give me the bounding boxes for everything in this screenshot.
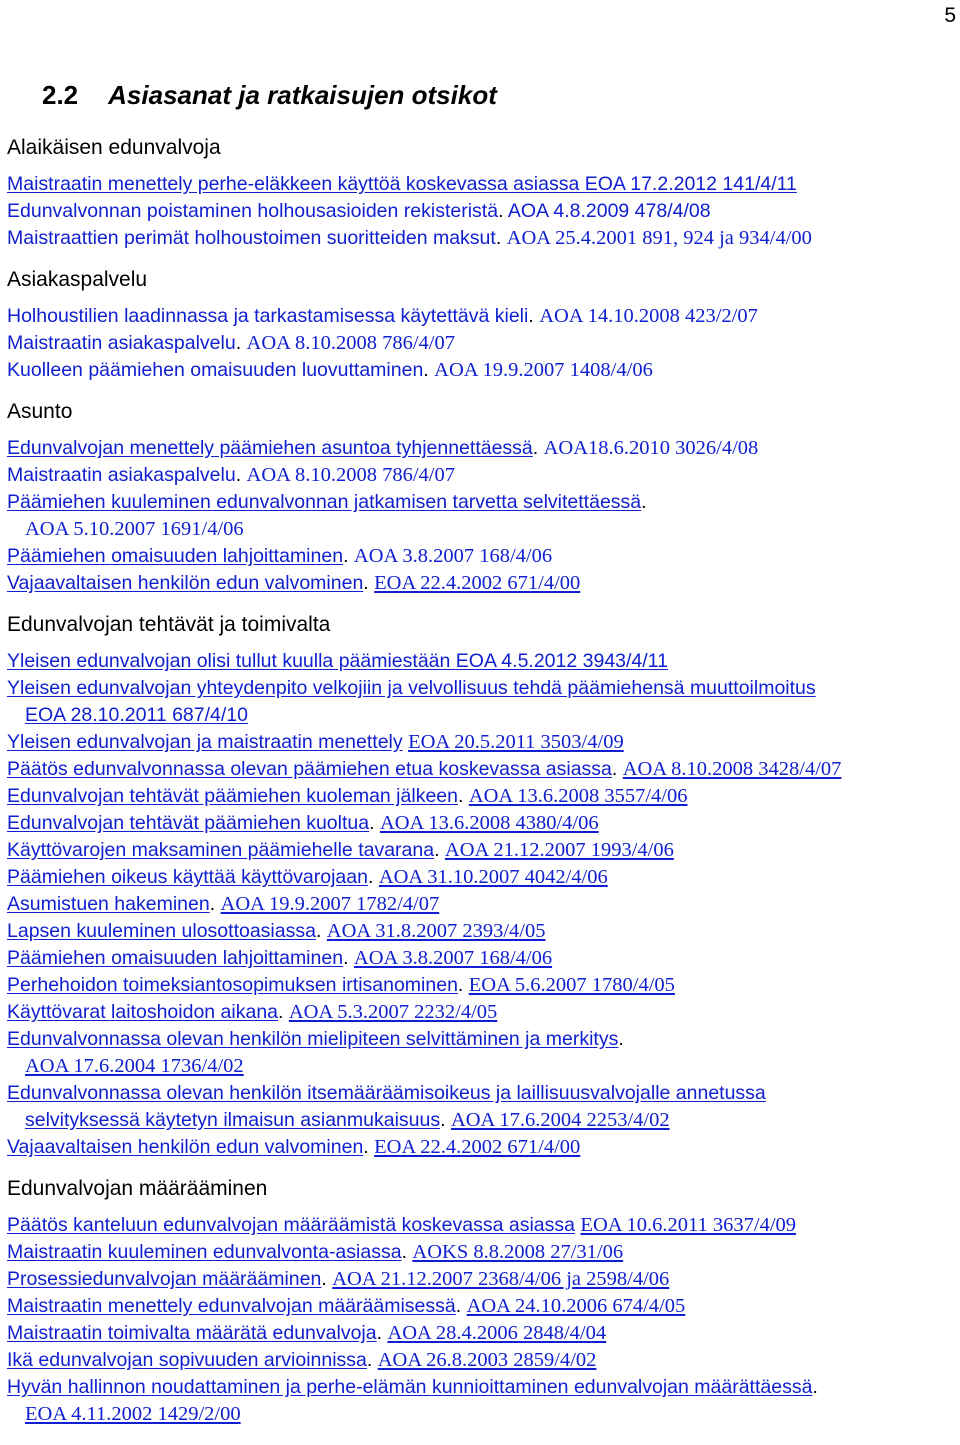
decision-title-link[interactable]: Hyvän hallinnon noudattaminen ja perhe-elämän kunnioittaminen edunvalvojan määrättäessä [7,1376,813,1398]
decision-title-link[interactable]: Edunvalvonnassa olevan henkilön mielipiteen selvittäminen ja merkitys [7,1028,619,1050]
list-item-continuation [7,516,957,543]
decision-title-link[interactable]: Päämiehen omaisuuden lahjoittaminen [7,545,344,567]
list-item [7,1080,957,1107]
list-item: Päämiehen omaisuuden lahjoittaminen. AOA 3.8.2007 168/4/06 [7,947,553,969]
list-item: Lapsen kuuleminen ulosottoasiassa. AOA 31.8.2007 2393/4/05 [7,920,546,942]
list-item: Hyvän hallinnon noudattaminen ja perhe-elämän kunnioittaminen edunvalvojan määrättäessä. [7,1376,818,1398]
section-heading-number: 2.2 [42,80,79,110]
list-item: Prosessiedunvalvojan määrääminen. AOA 21.12.2007 2368/4/06 ja 2598/4/06 [7,1268,670,1290]
list-item: Asumistuen hakeminen. AOA 19.9.2007 1782/4/07 [7,893,440,915]
section-title: Alaikäisen edunvalvoja [7,136,221,159]
decision-title-link[interactable]: Edunvalvojan tehtävät päämiehen kuoltua [7,812,370,834]
list-item: Edunvalvojan tehtävät päämiehen kuoleman jälkeen. AOA 13.6.2008 3557/4/06 [7,785,688,807]
decision-ref-link[interactable]: EOA 4.11.2002 1429/2/00 [25,1403,241,1425]
decision-ref-link[interactable]: AOA 5.10.2007 1691/4/06 [25,518,244,540]
decision-title-link[interactable]: Päämiehen kuuleminen edunvalvonnan jatkamisen tarvetta selvitettäessä [7,491,642,513]
list-item [7,648,957,675]
decision-title-link[interactable]: Edunvalvonnan poistaminen holhousasioiden rekisteristä [7,200,499,222]
decision-title-link[interactable]: Maistraatin toimivalta määrätä edunvalvoja [7,1322,377,1344]
decision-title-link[interactable]: Päämiehen omaisuuden lahjoittaminen [7,947,344,969]
decision-title-link[interactable]: Maistraattien perimät holhoustoimen suoritteiden maksut [7,227,496,249]
list-item: Maistraatin toimivalta määrätä edunvalvoja. AOA 28.4.2006 2848/4/04 [7,1322,607,1344]
decision-title-link[interactable]: Päämiehen oikeus käyttää käyttövarojaan [7,866,368,888]
list-item: Kuolleen päämiehen omaisuuden luovuttaminen. AOA 19.9.2007 1408/4/06 [7,359,653,381]
decision-title-link[interactable]: Vajaavaltaisen henkilön edun valvominen [7,1136,364,1158]
decision-title-link[interactable]: Käyttövarat laitoshoidon aikana [7,1001,279,1023]
decision-title-link[interactable]: Maistraatin asiakaspalvelu [7,464,236,486]
list-item: Päämiehen omaisuuden lahjoittaminen. AOA 3.8.2007 168/4/06 [7,545,553,567]
decision-ref-link[interactable]: AOA 4.8.2009 478/4/08 [507,200,711,222]
decision-title-link[interactable]: Lapsen kuuleminen ulosottoasiassa [7,920,316,942]
list-item [7,729,957,756]
decision-ref-link[interactable]: EOA 4.5.2012 3943/4/11 [455,650,668,672]
decision-ref-link[interactable]: AOA18.6.2010 3026/4/08 [543,437,759,459]
section-heading-title: Asiasanat ja ratkaisujen otsikot [108,80,497,110]
decision-ref-link[interactable]: EOA 17.2.2012 141/4/11 [584,173,797,195]
decision-ref-link[interactable]: AOA 21.12.2007 2368/4/06 ja 2598/4/06 [332,1268,670,1290]
section-edunvalvojan-tehtavat [7,610,957,1161]
list-item: Ikä edunvalvojan sopivuuden arvioinnissa. AOA 26.8.2003 2859/4/02 [7,1349,597,1371]
list-item-continuation [7,1053,957,1080]
list-item: Päätös edunvalvonnassa olevan päämiehen etua koskevassa asiassa. AOA 8.10.2008 3428/4/07 [7,758,842,780]
decision-ref-link[interactable]: AOA 19.9.2007 1408/4/06 [434,359,653,381]
decision-title-link[interactable]: Holhoustilien laadinnassa ja tarkastamisessa käytettävä kieli [7,305,529,327]
decision-ref-link[interactable]: EOA 22.4.2002 671/4/00 [374,572,581,594]
list-item: Vajaavaltaisen henkilön edun valvominen. EOA 22.4.2002 671/4/00 [7,1136,581,1158]
list-item: Maistraatin asiakaspalvelu. AOA 8.10.2008 786/4/07 [7,464,455,486]
decision-ref-link[interactable]: AOA 3.8.2007 168/4/06 [353,947,553,969]
list-item-continuation [7,702,957,729]
section-heading [42,80,497,111]
decision-ref-link[interactable]: AOA 17.6.2004 2253/4/02 [450,1109,670,1131]
list-item [7,675,957,702]
section-edunvalvojan-maaraaminen [7,1174,957,1428]
decision-title-link[interactable]: Asumistuen hakeminen [7,893,210,915]
decision-title-link[interactable]: Edunvalvojan tehtävät päämiehen kuoleman jälkeen [7,785,458,807]
section-asiakaspalvelu [7,265,957,384]
decision-ref-link[interactable]: AOA 8.10.2008 786/4/07 [246,464,455,486]
list-item: Edunvalvonnan poistaminen holhousasioiden rekisteristä. AOA 4.8.2009 478/4/08 [7,200,711,222]
list-item-continuation [7,1401,957,1428]
decision-ref-link[interactable]: AOA 17.6.2004 1736/4/02 [25,1055,244,1077]
decision-title-link[interactable]: Maistraatin menettely edunvalvojan määräämisessä [7,1295,456,1317]
list-item: Maistraattien perimät holhoustoimen suoritteiden maksut. AOA 25.4.2001 891, 924 ja 934/4/00 [7,227,812,249]
decision-title-link[interactable]: Käyttövarojen maksaminen päämiehelle tavarana [7,839,435,861]
section-asunto [7,397,957,597]
decision-ref-link[interactable]: AOA 13.6.2008 3557/4/06 [468,785,688,807]
decision-ref-link[interactable]: AOA 31.8.2007 2393/4/05 [326,920,546,942]
list-item: Edunvalvojan menettely päämiehen asuntoa tyhjennettäessä. AOA18.6.2010 3026/4/08 [7,437,759,459]
list-item: Maistraatin asiakaspalvelu. AOA 8.10.2008 786/4/07 [7,332,455,354]
decision-title-link[interactable]: Yleisen edunvalvojan olisi tullut kuulla päämiestään [7,650,456,672]
decision-ref-link[interactable]: AOA 19.9.2007 1782/4/07 [220,893,440,915]
list-item: Edunvalvojan tehtävät päämiehen kuoltua. AOA 13.6.2008 4380/4/06 [7,812,599,834]
decision-ref-link[interactable]: EOA 5.6.2007 1780/4/05 [468,974,675,996]
decision-title-link[interactable]: Maistraatin kuuleminen edunvalvonta-asiassa [7,1241,402,1263]
decision-title-link[interactable]: Yleisen edunvalvojan yhteydenpito velkojiin ja velvollisuus tehdä päämiehensä muuttoilmoitus [7,677,816,699]
decision-ref-link[interactable]: EOA 22.4.2002 671/4/00 [374,1136,581,1158]
list-item-continuation: selvityksessä käytetyn ilmaisun asianmukaisuus. AOA 17.6.2004 2253/4/02 [25,1109,670,1131]
section-title: Asiakaspalvelu [7,268,148,291]
decision-title-link[interactable]: Vajaavaltaisen henkilön edun valvominen [7,572,364,594]
decision-title-link[interactable]: Ikä edunvalvojan sopivuuden arvioinnissa [7,1349,367,1371]
decision-ref-link[interactable]: EOA 28.10.2011 687/4/10 [25,704,248,726]
list-item: Vajaavaltaisen henkilön edun valvominen. EOA 22.4.2002 671/4/00 [7,572,581,594]
decision-ref-link[interactable]: EOA 20.5.2011 3503/4/09 [408,731,624,753]
list-item: Käyttövarojen maksaminen päämiehelle tavarana. AOA 21.12.2007 1993/4/06 [7,839,674,861]
decision-ref-link[interactable]: AOA 21.12.2007 1993/4/06 [444,839,674,861]
section-title: Edunvalvojan tehtävät ja toimivalta [7,613,331,636]
decision-ref-link[interactable]: AOA 8.10.2008 3428/4/07 [622,758,842,780]
decision-ref-link[interactable]: AOA 13.6.2008 4380/4/06 [379,812,599,834]
section-alaikaisen-edunvalvoja [7,133,957,252]
list-item: Edunvalvonnassa olevan henkilön mielipiteen selvittäminen ja merkitys. [7,1028,624,1050]
decision-title-link[interactable]: Maistraatin menettely perhe-eläkkeen käyttöä koskevassa asiassa [7,173,585,195]
decision-ref-link[interactable]: AOA 8.10.2008 786/4/07 [246,332,455,354]
decision-title-link[interactable]: Maistraatin asiakaspalvelu [7,332,236,354]
list-item [7,1212,957,1239]
list-item: Maistraatin kuuleminen edunvalvonta-asiassa. AOKS 8.8.2008 27/31/06 [7,1241,624,1263]
decision-ref-link[interactable]: AOA 25.4.2001 891, 924 ja 934/4/00 [506,227,812,249]
decision-ref-link[interactable]: AOA 14.10.2008 423/2/07 [539,305,758,327]
section-title: Asunto [7,400,73,423]
decision-title-link[interactable]: Edunvalvonnassa olevan henkilön itsemääräämisoikeus ja laillisuusvalvojalle annetussa [7,1082,766,1104]
decision-title-link[interactable]: Yleisen edunvalvojan ja maistraatin menettely [7,731,403,753]
list-item: Holhoustilien laadinnassa ja tarkastamisessa käytettävä kieli. AOA 14.10.2008 423/2/07 [7,305,758,327]
list-item: Perhehoidon toimeksiantosopimuksen irtisanominen. EOA 5.6.2007 1780/4/05 [7,974,675,996]
list-item: Maistraatin menettely edunvalvojan määräämisessä. AOA 24.10.2006 674/4/05 [7,1295,686,1317]
page-number: 5 [944,4,956,27]
list-item: Päämiehen oikeus käyttää käyttövarojaan. AOA 31.10.2007 4042/4/06 [7,866,608,888]
decision-title-link[interactable]: Perhehoidon toimeksiantosopimuksen irtisanominen [7,974,458,996]
decision-title-link[interactable]: Prosessiedunvalvojan määrääminen [7,1268,322,1290]
decision-ref-link[interactable]: AOKS 8.8.2008 27/31/06 [412,1241,624,1263]
decision-ref-link[interactable]: EOA 10.6.2011 3637/4/09 [580,1214,797,1236]
decision-ref-link[interactable]: AOA 24.10.2006 674/4/05 [466,1295,686,1317]
decision-title-link[interactable]: Edunvalvojan menettely päämiehen asuntoa tyhjennettäessä [7,437,533,459]
list-item: Käyttövarat laitoshoidon aikana. AOA 5.3.2007 2232/4/05 [7,1001,498,1023]
list-item: Päämiehen kuuleminen edunvalvonnan jatkamisen tarvetta selvitettäessä. [7,491,647,513]
decision-ref-link[interactable]: AOA 5.3.2007 2232/4/05 [288,1001,498,1023]
decision-ref-link[interactable]: AOA 31.10.2007 4042/4/06 [378,866,608,888]
decision-ref-link[interactable]: AOA 3.8.2007 168/4/06 [353,545,553,567]
decision-title-link[interactable]: Päätös kanteluun edunvalvojan määräämistä koskevassa asiassa [7,1214,575,1236]
decision-title-link[interactable]: Kuolleen päämiehen omaisuuden luovuttaminen [7,359,424,381]
decision-ref-link[interactable]: AOA 26.8.2003 2859/4/02 [377,1349,597,1371]
list-item [7,171,957,198]
decision-ref-link[interactable]: AOA 28.4.2006 2848/4/04 [387,1322,607,1344]
document-content [7,133,957,1441]
section-title: Edunvalvojan määrääminen [7,1177,268,1200]
decision-title-link[interactable]: Päätös edunvalvonnassa olevan päämiehen etua koskevassa asiassa [7,758,612,780]
decision-title-link[interactable]: selvityksessä käytetyn ilmaisun asianmukaisuus [25,1109,441,1131]
